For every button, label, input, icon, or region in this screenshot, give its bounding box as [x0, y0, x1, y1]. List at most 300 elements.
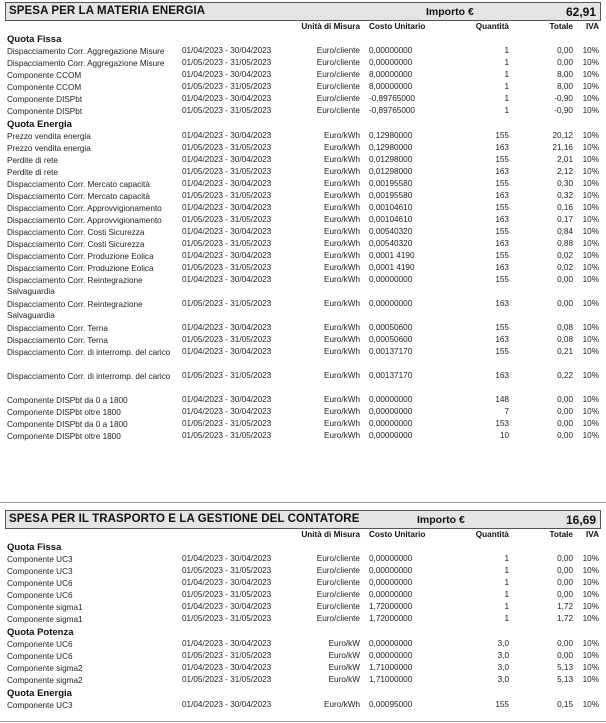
row-unit: Euro/kW [328, 675, 360, 684]
row-unit-cost: 1,71000000 [369, 663, 413, 672]
section-2 [5, 510, 601, 712]
row-unit-cost: 1,72000000 [369, 614, 413, 623]
row-period: 01/05/2023 - 31/05/2023 [182, 299, 272, 308]
row-period: 01/04/2023 - 30/04/2023 [182, 203, 272, 212]
row-period: 01/05/2023 - 31/05/2023 [182, 82, 272, 91]
row-total: 5,13 [557, 663, 573, 672]
row-quantity: 155 [495, 155, 509, 164]
row-unit: Euro/cliente [316, 82, 360, 91]
table-row [5, 179, 601, 191]
row-quantity: 155 [495, 227, 509, 236]
row-unit: Euro/kWh [324, 191, 360, 200]
row-description: Dispacciamento Corr. Produzione Eolica [7, 264, 154, 273]
row-quantity: 1 [504, 106, 509, 115]
row-total: 20,12 [552, 131, 573, 140]
row-period: 01/05/2023 - 31/05/2023 [182, 614, 272, 623]
table-row [5, 263, 601, 275]
row-unit: Euro/kWh [324, 239, 360, 248]
col-costo: Costo Unitario [369, 22, 426, 31]
row-iva: 10% [582, 299, 599, 308]
col-quantita: Quantità [475, 22, 509, 31]
row-description: Dispacciamento Corr. Produzione Eolica [7, 252, 154, 261]
row-description: Componente DISPbt [7, 107, 83, 116]
table-row [5, 554, 601, 566]
row-total: 0,16 [557, 203, 573, 212]
row-period: 01/05/2023 - 31/05/2023 [182, 566, 272, 575]
row-period: 01/05/2023 - 31/05/2023 [182, 143, 272, 152]
table-row [5, 251, 601, 263]
row-unit: Euro/kWh [324, 371, 360, 380]
section-header [5, 2, 601, 21]
row-total: 0,00 [557, 419, 573, 428]
table-row [5, 70, 601, 82]
row-unit: Euro/cliente [316, 58, 360, 67]
row-total: 0,00 [557, 275, 573, 284]
table-row [5, 639, 601, 651]
row-description: Dispacciamento Corr. Approvvigionamento [7, 216, 162, 225]
row-period: 01/05/2023 - 31/05/2023 [182, 191, 272, 200]
row-period: 01/05/2023 - 31/05/2023 [182, 590, 272, 599]
row-iva: 10% [582, 663, 599, 672]
table-row [5, 323, 601, 335]
row-total: 0,00 [557, 431, 573, 440]
importo-value: 16,69 [565, 513, 596, 527]
row-period: 01/04/2023 - 30/04/2023 [182, 407, 272, 416]
row-unit: Euro/cliente [316, 94, 360, 103]
row-description: Dispacciamento Corr. Reintegrazione Salvaguardia [7, 300, 143, 320]
row-quantity: 10 [499, 431, 509, 440]
table-row [5, 275, 601, 299]
row-unit-cost: 0,00000000 [369, 431, 413, 440]
row-unit: Euro/kWh [324, 419, 360, 428]
row-iva: 10% [582, 167, 599, 176]
row-unit: Euro/cliente [316, 602, 360, 611]
row-quantity: 1 [504, 566, 509, 575]
table-row [5, 651, 601, 663]
row-iva: 10% [582, 155, 599, 164]
group-title: Quota Energia [7, 688, 72, 699]
row-period: 01/04/2023 - 30/04/2023 [182, 700, 272, 709]
row-iva: 10% [582, 335, 599, 344]
row-description: Dispacciamento Corr. Mercato capacità [7, 192, 150, 201]
row-total: 0,08 [557, 335, 573, 344]
row-total: 0,00 [557, 58, 573, 67]
row-iva: 10% [582, 227, 599, 236]
table-row [5, 203, 601, 215]
row-period: 01/04/2023 - 30/04/2023 [182, 323, 272, 332]
row-description: Prezzo vendita energia [7, 132, 91, 141]
row-unit-cost: 0,00000000 [369, 275, 413, 284]
row-unit: Euro/kWh [324, 431, 360, 440]
table-row [5, 675, 601, 687]
row-description: Componente sigma2 [7, 676, 83, 685]
table-row [5, 335, 601, 347]
row-quantity: 155 [495, 131, 509, 140]
row-quantity: 3,0 [497, 639, 509, 648]
col-unita: Unità di Misura [301, 22, 360, 31]
table-row [5, 602, 601, 614]
row-iva: 10% [582, 46, 599, 55]
row-quantity: 1 [504, 58, 509, 67]
table-row [5, 191, 601, 203]
row-unit: Euro/cliente [316, 554, 360, 563]
row-total: 0,02 [557, 251, 573, 260]
table-row [5, 167, 601, 179]
row-unit-cost: 0,00137170 [369, 347, 413, 356]
table-row [5, 58, 601, 70]
row-total: 0,00 [557, 639, 573, 648]
row-period: 01/04/2023 - 30/04/2023 [182, 554, 272, 563]
row-iva: 10% [582, 554, 599, 563]
column-headers [5, 21, 601, 33]
table-row [5, 239, 601, 251]
table-row [5, 614, 601, 626]
col-totale: Totale [549, 22, 573, 31]
row-iva: 10% [582, 323, 599, 332]
row-period: 01/05/2023 - 31/05/2023 [182, 239, 272, 248]
row-iva: 10% [582, 431, 599, 440]
row-unit-cost: 0,00000000 [369, 58, 413, 67]
row-quantity: 155 [495, 347, 509, 356]
row-unit-cost: 0,00000000 [369, 590, 413, 599]
row-iva: 10% [582, 347, 599, 356]
row-period: 01/04/2023 - 30/04/2023 [182, 347, 272, 356]
row-quantity: 163 [495, 263, 509, 272]
table-row [5, 578, 601, 590]
row-iva: 10% [582, 143, 599, 152]
row-quantity: 163 [495, 371, 509, 380]
section-1 [5, 2, 601, 443]
row-iva: 10% [582, 94, 599, 103]
row-unit-cost: 0,00000000 [369, 554, 413, 563]
row-quantity: 3,0 [497, 675, 509, 684]
row-total: 0,00 [557, 590, 573, 599]
row-unit-cost: 0,00000000 [369, 407, 413, 416]
table-row [5, 566, 601, 578]
row-period: 01/04/2023 - 30/04/2023 [182, 94, 272, 103]
row-total: 0,30 [557, 179, 573, 188]
row-unit: Euro/kWh [324, 323, 360, 332]
row-unit-cost: 8,00000000 [369, 70, 413, 79]
section-title: SPESA PER LA MATERIA ENERGIA [9, 5, 206, 17]
row-quantity: 7 [504, 407, 509, 416]
row-total: 0,00 [557, 554, 573, 563]
row-unit: Euro/kWh [324, 263, 360, 272]
row-unit: Euro/kW [328, 639, 360, 648]
row-unit: Euro/cliente [316, 590, 360, 599]
row-unit: Euro/kW [328, 663, 360, 672]
row-total: 0,88 [557, 239, 573, 248]
row-iva: 10% [582, 395, 599, 404]
row-unit-cost: 0,00540320 [369, 239, 413, 248]
row-description: Componente CCOM [7, 83, 82, 92]
row-description: Dispacciamento Corr. Reintegrazione Salvaguardia [7, 276, 143, 296]
row-quantity: 155 [495, 323, 509, 332]
row-total: 0,00 [557, 407, 573, 416]
row-description: Componente sigma1 [7, 603, 83, 612]
row-description: Dispacciamento Corr. di interromp. del carico [7, 372, 171, 381]
table-row [5, 419, 601, 431]
row-description: Componente CCOM [7, 71, 82, 80]
section-header [5, 510, 601, 529]
row-unit: Euro/kWh [324, 407, 360, 416]
row-iva: 10% [582, 700, 599, 709]
row-total: 0,00 [557, 578, 573, 587]
importo-label: Importo € [417, 514, 465, 526]
row-description: Dispacciamento Corr. Terna [7, 336, 108, 345]
row-total: 0,32 [557, 191, 573, 200]
row-unit-cost: 0,00000000 [369, 419, 413, 428]
row-period: 01/04/2023 - 30/04/2023 [182, 395, 272, 404]
row-unit-cost: 0,00137170 [369, 371, 413, 380]
section-divider [0, 721, 606, 722]
row-total: -0,90 [554, 94, 573, 103]
row-quantity: 1 [504, 614, 509, 623]
row-total: 0,17 [557, 215, 573, 224]
row-period: 01/05/2023 - 31/05/2023 [182, 106, 272, 115]
row-period: 01/05/2023 - 31/05/2023 [182, 675, 272, 684]
row-quantity: 1 [504, 590, 509, 599]
row-period: 01/05/2023 - 31/05/2023 [182, 431, 272, 440]
row-quantity: 3,0 [497, 651, 509, 660]
row-quantity: 163 [495, 335, 509, 344]
row-unit-cost: 0,0001 4190 [369, 263, 415, 272]
row-quantity: 163 [495, 215, 509, 224]
row-description: Componente sigma1 [7, 615, 83, 624]
row-unit-cost: 0,00104610 [369, 215, 413, 224]
table-row [5, 143, 601, 155]
row-unit-cost: 0,00000000 [369, 395, 413, 404]
row-unit-cost: 0,00050600 [369, 335, 413, 344]
row-description: Componente DISPbt oltre 1800 [7, 432, 121, 441]
row-description: Dispacciamento Corr. Mercato capacità [7, 180, 150, 189]
table-row [5, 590, 601, 602]
row-period: 01/04/2023 - 30/04/2023 [182, 251, 272, 260]
row-unit-cost: 0,00195580 [369, 179, 413, 188]
row-iva: 10% [582, 58, 599, 67]
row-unit: Euro/kWh [324, 299, 360, 308]
row-unit-cost: 0,01298000 [369, 167, 413, 176]
row-period: 01/04/2023 - 30/04/2023 [182, 155, 272, 164]
row-period: 01/05/2023 - 31/05/2023 [182, 335, 272, 344]
row-unit-cost: -0,89765000 [369, 106, 415, 115]
row-description: Dispacciamento Corr. Aggregazione Misure [7, 47, 165, 56]
row-unit-cost: 0,00000000 [369, 566, 413, 575]
row-iva: 10% [582, 602, 599, 611]
row-period: 01/04/2023 - 30/04/2023 [182, 179, 272, 188]
row-unit: Euro/kWh [324, 395, 360, 404]
row-period: 01/04/2023 - 30/04/2023 [182, 131, 272, 140]
row-unit-cost: 0,00000000 [369, 639, 413, 648]
group-title: Quota Fissa [7, 542, 62, 553]
row-unit: Euro/kWh [324, 251, 360, 260]
row-total: 0,00 [557, 566, 573, 575]
row-unit-cost: 0,12980000 [369, 143, 413, 152]
row-unit: Euro/kW [328, 651, 360, 660]
row-unit: Euro/kWh [324, 131, 360, 140]
row-unit: Euro/cliente [316, 566, 360, 575]
row-description: Componente UC6 [7, 652, 73, 661]
row-unit-cost: 0,00195580 [369, 191, 413, 200]
row-quantity: 1 [504, 554, 509, 563]
row-unit: Euro/kWh [324, 335, 360, 344]
col-totale: Totale [549, 530, 573, 539]
group-title: Quota Energia [7, 119, 72, 130]
column-headers [5, 529, 601, 541]
row-unit-cost: 0,00000000 [369, 299, 413, 308]
row-description: Dispacciamento Corr. Approvvigionamento [7, 204, 162, 213]
row-description: Prezzo vendita energia [7, 144, 91, 153]
row-period: 01/04/2023 - 30/04/2023 [182, 578, 272, 587]
row-total: 2,12 [557, 167, 573, 176]
row-quantity: 163 [495, 299, 509, 308]
row-description: Dispacciamento Corr. di interromp. del carico [7, 348, 171, 357]
row-unit-cost: -0,89765000 [369, 94, 415, 103]
row-total: 1,72 [557, 614, 573, 623]
row-quantity: 155 [495, 179, 509, 188]
row-iva: 10% [582, 639, 599, 648]
row-iva: 10% [582, 203, 599, 212]
row-description: Componente DISPbt da 0 a 1800 [7, 396, 128, 405]
row-period: 01/04/2023 - 30/04/2023 [182, 602, 272, 611]
row-iva: 10% [582, 239, 599, 248]
row-unit: Euro/cliente [316, 46, 360, 55]
table-row [5, 663, 601, 675]
row-period: 01/04/2023 - 30/04/2023 [182, 275, 272, 284]
row-unit: Euro/cliente [316, 614, 360, 623]
row-description: Perdite di rete [7, 168, 58, 177]
row-total: -0,90 [554, 106, 573, 115]
table-row [5, 94, 601, 106]
row-period: 01/04/2023 - 30/04/2023 [182, 663, 272, 672]
row-quantity: 148 [495, 395, 509, 404]
row-unit-cost: 0,0001 4190 [369, 251, 415, 260]
table-row [5, 215, 601, 227]
row-iva: 10% [582, 263, 599, 272]
group-title: Quota Fissa [7, 34, 62, 45]
row-description: Componente UC3 [7, 567, 73, 576]
group-title: Quota Potenza [7, 627, 74, 638]
row-unit: Euro/cliente [316, 70, 360, 79]
row-description: Componente UC3 [7, 701, 73, 710]
row-period: 01/04/2023 - 30/04/2023 [182, 70, 272, 79]
row-iva: 10% [582, 106, 599, 115]
table-row [5, 155, 601, 167]
row-total: 5,13 [557, 675, 573, 684]
row-iva: 10% [582, 419, 599, 428]
row-unit-cost: 0,01298000 [369, 155, 413, 164]
table-row [5, 347, 601, 371]
row-unit-cost: 0,00540320 [369, 227, 413, 236]
row-description: Componente DISPbt oltre 1800 [7, 408, 121, 417]
row-unit-cost: 0,00000000 [369, 651, 413, 660]
row-unit-cost: 0,12980000 [369, 131, 413, 140]
row-quantity: 155 [495, 700, 509, 709]
row-total: 1,72 [557, 602, 573, 611]
row-period: 01/05/2023 - 31/05/2023 [182, 263, 272, 272]
row-iva: 10% [582, 179, 599, 188]
row-description: Componente UC3 [7, 555, 73, 564]
row-period: 01/05/2023 - 31/05/2023 [182, 371, 272, 380]
row-total: 21,16 [552, 143, 573, 152]
row-unit-cost: 0,00050600 [369, 323, 413, 332]
table-row [5, 131, 601, 143]
table-row [5, 407, 601, 419]
row-unit: Euro/kWh [324, 155, 360, 164]
row-iva: 10% [582, 651, 599, 660]
row-quantity: 163 [495, 239, 509, 248]
row-unit: Euro/cliente [316, 106, 360, 115]
table-row [5, 431, 601, 443]
table-row [5, 700, 601, 712]
row-description: Dispacciamento Corr. Costi Sicurezza [7, 240, 145, 249]
table-row [5, 46, 601, 58]
row-unit-cost: 0,00095000 [369, 700, 413, 709]
row-total: 2,01 [557, 155, 573, 164]
row-total: 8,00 [557, 70, 573, 79]
row-quantity: 3,0 [497, 663, 509, 672]
row-iva: 10% [582, 251, 599, 260]
row-description: Componente UC6 [7, 640, 73, 649]
row-unit-cost: 1,71000000 [369, 675, 413, 684]
row-total: 0,00 [557, 651, 573, 660]
row-quantity: 1 [504, 578, 509, 587]
row-description: Componente DISPbt da 0 a 1800 [7, 420, 128, 429]
row-iva: 10% [582, 82, 599, 91]
table-row [5, 82, 601, 94]
row-iva: 10% [582, 215, 599, 224]
row-quantity: 1 [504, 602, 509, 611]
row-unit-cost: 8,00000000 [369, 82, 413, 91]
section-title: SPESA PER IL TRASPORTO E LA GESTIONE DEL CONTATORE [9, 513, 360, 525]
row-unit-cost: 1,72000000 [369, 602, 413, 611]
row-iva: 10% [582, 675, 599, 684]
row-unit: Euro/kWh [324, 143, 360, 152]
row-total: 0,00 [557, 46, 573, 55]
row-quantity: 163 [495, 143, 509, 152]
row-description: Dispacciamento Corr. Aggregazione Misure [7, 59, 165, 68]
row-total: 0,08 [557, 323, 573, 332]
table-row [5, 227, 601, 239]
row-total: 0,21 [557, 347, 573, 356]
importo-label: Importo € [426, 6, 474, 18]
row-iva: 10% [582, 566, 599, 575]
row-quantity: 153 [495, 419, 509, 428]
row-period: 01/05/2023 - 31/05/2023 [182, 651, 272, 660]
row-description: Dispacciamento Corr. Terna [7, 324, 108, 333]
row-quantity: 1 [504, 94, 509, 103]
table-row [5, 299, 601, 323]
row-total: 0,15 [557, 700, 573, 709]
row-quantity: 155 [495, 275, 509, 284]
row-period: 01/04/2023 - 30/04/2023 [182, 227, 272, 236]
table-row [5, 106, 601, 118]
row-period: 01/05/2023 - 31/05/2023 [182, 58, 272, 67]
row-period: 01/05/2023 - 31/05/2023 [182, 167, 272, 176]
row-total: 0,02 [557, 263, 573, 272]
col-quantita: Quantità [475, 530, 509, 539]
row-iva: 10% [582, 70, 599, 79]
row-unit: Euro/kWh [324, 167, 360, 176]
row-total: 0,22 [557, 371, 573, 380]
row-unit: Euro/kWh [324, 215, 360, 224]
row-period: 01/04/2023 - 30/04/2023 [182, 639, 272, 648]
row-description: Componente DISPbt [7, 95, 83, 104]
row-quantity: 155 [495, 251, 509, 260]
row-iva: 10% [582, 275, 599, 284]
col-iva: IVA [585, 22, 599, 31]
row-unit: Euro/cliente [316, 578, 360, 587]
